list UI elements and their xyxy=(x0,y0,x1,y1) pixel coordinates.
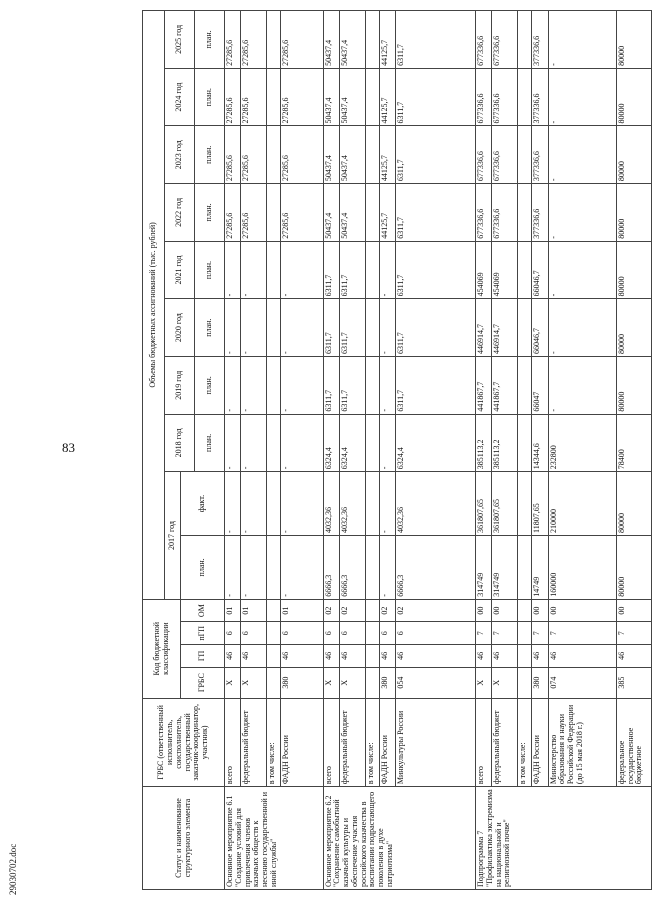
kbk-col-om: ОМ xyxy=(181,599,225,622)
value-cell: 27285,6 xyxy=(225,184,241,242)
kbk-cell: 00 xyxy=(548,599,616,622)
value-cell: 4032,36 xyxy=(323,472,339,536)
value-cell: 361807,65 xyxy=(475,472,491,536)
table-row xyxy=(616,11,651,890)
kbk-cell xyxy=(267,599,281,622)
kbk-cell: X xyxy=(225,667,241,698)
kbk-cell xyxy=(267,667,281,698)
header-status: Статус и наименование структурного элемента xyxy=(143,787,225,890)
grbs-cell: всего xyxy=(323,698,339,787)
value-cell: 6311,7 xyxy=(396,68,476,126)
kbk-cell: 02 xyxy=(379,599,395,622)
value-cell: - xyxy=(225,535,241,599)
value-cell: 44125,7 xyxy=(379,126,395,184)
kbk-cell: X xyxy=(492,667,518,698)
value-cell: - xyxy=(241,299,267,357)
value-cell: 446914,7 xyxy=(492,299,518,357)
value-cell: 4032,36 xyxy=(339,472,365,536)
kbk-cell: 380 xyxy=(281,667,323,698)
value-cell: 385113,2 xyxy=(475,414,491,472)
value-cell xyxy=(518,184,532,242)
value-cell: 6311,7 xyxy=(396,126,476,184)
value-cell: - xyxy=(281,414,323,472)
kbk-cell: 01 xyxy=(281,599,323,622)
value-cell: 314749 xyxy=(492,535,518,599)
table-body xyxy=(225,11,652,890)
table-row xyxy=(492,11,518,890)
grbs-cell: федеральное государственное бюджетное xyxy=(616,698,651,787)
value-cell: 50437,4 xyxy=(339,184,365,242)
value-cell: 677336,6 xyxy=(475,126,491,184)
year-2022: 2022 год xyxy=(165,184,195,242)
value-cell: - xyxy=(379,356,395,414)
value-cell xyxy=(365,126,379,184)
kbk-cell xyxy=(518,667,532,698)
year-2024: 2024 год xyxy=(165,68,195,126)
kbk-cell: 7 xyxy=(548,622,616,645)
value-cell: 6666,3 xyxy=(339,535,365,599)
grbs-cell: Минкультуры России xyxy=(396,698,476,787)
value-cell xyxy=(365,535,379,599)
value-cell: 6311,7 xyxy=(323,299,339,357)
value-cell: 6311,7 xyxy=(323,241,339,299)
kbk-cell: 7 xyxy=(532,622,548,645)
value-cell: 441867,7 xyxy=(492,356,518,414)
value-cell: 361807,65 xyxy=(492,472,518,536)
year-2021: 2021 год xyxy=(165,241,195,299)
value-cell xyxy=(267,126,281,184)
header-grbs: ГРБС (ответственный исполнитель, соисполнитель, государственный заказчик-координатор, участник) xyxy=(143,698,225,787)
plan-2025: план. xyxy=(195,11,225,69)
value-cell: 50437,4 xyxy=(323,126,339,184)
kbk-col-pgp: пГП xyxy=(181,622,225,645)
kbk-cell xyxy=(518,599,532,622)
value-cell: - xyxy=(548,68,616,126)
kbk-cell: 054 xyxy=(396,667,476,698)
value-cell xyxy=(518,68,532,126)
value-cell xyxy=(267,299,281,357)
kbk-cell: 46 xyxy=(475,645,491,668)
value-cell: 6311,7 xyxy=(396,299,476,357)
grbs-cell: федеральный бюджет xyxy=(339,698,365,787)
value-cell: 27285,6 xyxy=(241,184,267,242)
value-cell: - xyxy=(548,356,616,414)
plan-2019: план. xyxy=(195,356,225,414)
value-cell: 27285,6 xyxy=(281,126,323,184)
kbk-cell xyxy=(267,645,281,668)
kbk-cell: 00 xyxy=(475,599,491,622)
value-cell: 27285,6 xyxy=(241,126,267,184)
plan-2020: план. xyxy=(195,299,225,357)
value-cell: 6324,4 xyxy=(339,414,365,472)
value-cell: 6324,4 xyxy=(396,414,476,472)
value-cell: - xyxy=(281,241,323,299)
value-cell: 44125,7 xyxy=(379,68,395,126)
status-cell: Основное мероприятие 6.2 "Сохранение самобытной казачьей культуры и обеспечение участия российского казачества в воспитании подрастающего поколения в духе патриотизма" xyxy=(323,787,475,890)
kbk-cell: 6 xyxy=(396,622,476,645)
grbs-cell: в том числе: xyxy=(518,698,532,787)
value-cell xyxy=(365,356,379,414)
value-cell: 11807,65 xyxy=(532,472,548,536)
page-number: 83 xyxy=(62,440,75,455)
year-2025: 2025 год xyxy=(165,11,195,69)
value-cell: 66047 xyxy=(532,356,548,414)
value-cell: 80000 xyxy=(616,184,651,242)
year-2019: 2019 год xyxy=(165,356,195,414)
value-cell: - xyxy=(225,472,241,536)
value-cell: - xyxy=(281,356,323,414)
status-cell: Подпрограмма 7 "Профилактика экстремизма на национальной и религиозной почве" xyxy=(475,787,651,890)
value-cell: 50437,4 xyxy=(339,68,365,126)
value-cell: 50437,4 xyxy=(323,11,339,69)
value-cell: 377336,6 xyxy=(532,68,548,126)
kbk-cell: 6 xyxy=(241,622,267,645)
kbk-cell: X xyxy=(475,667,491,698)
value-cell: 677336,6 xyxy=(492,11,518,69)
value-cell: 80000 xyxy=(616,126,651,184)
value-cell: 4032,36 xyxy=(396,472,476,536)
table-row xyxy=(241,11,267,890)
kbk-cell: 6 xyxy=(225,622,241,645)
value-cell: 80000 xyxy=(616,11,651,69)
value-cell: - xyxy=(225,299,241,357)
kbk-cell: 6 xyxy=(323,622,339,645)
grbs-cell: всего xyxy=(475,698,491,787)
value-cell: 6311,7 xyxy=(396,11,476,69)
kbk-cell: 380 xyxy=(532,667,548,698)
value-cell: 232800 xyxy=(548,414,616,472)
value-cell: 80000 xyxy=(616,241,651,299)
value-cell xyxy=(518,11,532,69)
value-cell xyxy=(267,414,281,472)
value-cell: - xyxy=(548,299,616,357)
value-cell: - xyxy=(241,356,267,414)
year-2017: 2017 год xyxy=(165,472,181,600)
value-cell: - xyxy=(548,126,616,184)
value-cell: 677336,6 xyxy=(492,184,518,242)
table-row xyxy=(548,11,616,890)
value-cell: - xyxy=(241,241,267,299)
budget-table xyxy=(142,10,652,890)
table-row xyxy=(281,11,323,890)
kbk-cell: 00 xyxy=(532,599,548,622)
kbk-cell: 00 xyxy=(492,599,518,622)
kbk-cell: 385 xyxy=(616,667,651,698)
value-cell: - xyxy=(548,184,616,242)
value-cell xyxy=(267,472,281,536)
table-row xyxy=(225,11,241,890)
value-cell xyxy=(267,356,281,414)
value-cell: 50437,4 xyxy=(339,126,365,184)
value-cell: - xyxy=(225,414,241,472)
kbk-cell: 6 xyxy=(339,622,365,645)
plan-2023: план. xyxy=(195,126,225,184)
value-cell: 454069 xyxy=(492,241,518,299)
value-cell: 27285,6 xyxy=(225,11,241,69)
header-volumes: Объемы бюджетных ассигнований (тыс. рублей) xyxy=(143,11,165,600)
kbk-cell: 46 xyxy=(323,645,339,668)
table-row xyxy=(365,11,379,890)
value-cell: 80000 xyxy=(616,356,651,414)
table-row xyxy=(396,11,476,890)
value-cell: 27285,6 xyxy=(241,68,267,126)
value-cell xyxy=(365,299,379,357)
kbk-cell: 46 xyxy=(379,645,395,668)
value-cell: 27285,6 xyxy=(281,184,323,242)
value-cell: 454069 xyxy=(475,241,491,299)
table-row xyxy=(518,11,532,890)
value-cell: 14344,6 xyxy=(532,414,548,472)
value-cell xyxy=(267,241,281,299)
kbk-cell: 6 xyxy=(281,622,323,645)
value-cell xyxy=(365,184,379,242)
table-row xyxy=(339,11,365,890)
header-kbk: Код бюджетной классификации xyxy=(143,599,181,698)
kbk-cell xyxy=(518,622,532,645)
value-cell: 6311,7 xyxy=(339,356,365,414)
kbk-cell: 46 xyxy=(281,645,323,668)
value-cell: 160000 xyxy=(548,535,616,599)
value-cell xyxy=(518,472,532,536)
year-2018: 2018 год xyxy=(165,414,195,472)
value-cell: 677336,6 xyxy=(475,11,491,69)
footer-filename: 29030702.doc xyxy=(8,843,18,895)
value-cell: 80000 xyxy=(616,299,651,357)
value-cell: 80000 xyxy=(616,535,651,599)
value-cell: 66046,7 xyxy=(532,299,548,357)
grbs-cell: всего xyxy=(225,698,241,787)
value-cell: 441867,7 xyxy=(475,356,491,414)
kbk-cell: 46 xyxy=(532,645,548,668)
kbk-cell: 02 xyxy=(396,599,476,622)
value-cell: - xyxy=(379,414,395,472)
value-cell: - xyxy=(379,535,395,599)
kbk-cell: 46 xyxy=(225,645,241,668)
kbk-cell xyxy=(365,667,379,698)
value-cell: 78400 xyxy=(616,414,651,472)
kbk-cell: 02 xyxy=(323,599,339,622)
kbk-cell xyxy=(365,622,379,645)
status-cell: Основное мероприятие 6.1 "Создание условий для привлечения членов казачьих обществ к несению государственной и иной службы" xyxy=(225,787,324,890)
kbk-cell: 01 xyxy=(241,599,267,622)
value-cell: 377336,6 xyxy=(532,11,548,69)
kbk-cell: X xyxy=(241,667,267,698)
value-cell: 446914,7 xyxy=(475,299,491,357)
value-cell: 6324,4 xyxy=(323,414,339,472)
kbk-cell: 380 xyxy=(379,667,395,698)
value-cell: 27285,6 xyxy=(281,11,323,69)
value-cell: - xyxy=(241,472,267,536)
plan-2024: план. xyxy=(195,68,225,126)
value-cell: 6311,7 xyxy=(323,356,339,414)
grbs-cell: в том числе: xyxy=(365,698,379,787)
value-cell: 27285,6 xyxy=(241,11,267,69)
value-cell: 6311,7 xyxy=(339,241,365,299)
value-cell xyxy=(365,68,379,126)
value-cell: 677336,6 xyxy=(475,184,491,242)
kbk-cell: 7 xyxy=(492,622,518,645)
value-cell: 44125,7 xyxy=(379,11,395,69)
value-cell: 377336,6 xyxy=(532,184,548,242)
value-cell: 50437,4 xyxy=(323,184,339,242)
value-cell xyxy=(365,241,379,299)
value-cell xyxy=(365,414,379,472)
kbk-cell: 074 xyxy=(548,667,616,698)
value-cell: 677336,6 xyxy=(492,68,518,126)
value-cell xyxy=(267,68,281,126)
grbs-cell: Министерство образования и науки Российской Федерации (до 15 мая 2018 г.) xyxy=(548,698,616,787)
value-cell: 6311,7 xyxy=(396,184,476,242)
value-cell: - xyxy=(281,535,323,599)
value-cell: 66046,7 xyxy=(532,241,548,299)
value-cell: 314749 xyxy=(475,535,491,599)
table-row xyxy=(532,11,548,890)
value-cell: 27285,6 xyxy=(225,68,241,126)
grbs-cell: федеральный бюджет xyxy=(241,698,267,787)
value-cell: 50437,4 xyxy=(323,68,339,126)
value-cell: 677336,6 xyxy=(475,68,491,126)
value-cell: - xyxy=(241,535,267,599)
kbk-col-gp: ГП xyxy=(181,645,225,668)
kbk-cell: 46 xyxy=(616,645,651,668)
kbk-cell: 7 xyxy=(616,622,651,645)
plan-2018: план. xyxy=(195,414,225,472)
table-row xyxy=(379,11,395,890)
kbk-cell: 7 xyxy=(475,622,491,645)
grbs-cell: федеральный бюджет xyxy=(492,698,518,787)
value-cell: 27285,6 xyxy=(281,68,323,126)
value-cell: 44125,7 xyxy=(379,184,395,242)
kbk-cell: 46 xyxy=(241,645,267,668)
kbk-cell: 01 xyxy=(225,599,241,622)
grbs-cell: ФАДН России xyxy=(379,698,395,787)
table-row xyxy=(267,11,281,890)
rotated-budget-table-wrapper xyxy=(142,10,652,890)
value-cell xyxy=(518,126,532,184)
kbk-cell: 46 xyxy=(396,645,476,668)
value-cell: 377336,6 xyxy=(532,126,548,184)
value-cell xyxy=(267,11,281,69)
plan-2022: план. xyxy=(195,184,225,242)
value-cell xyxy=(518,356,532,414)
value-cell xyxy=(365,11,379,69)
kbk-cell xyxy=(365,599,379,622)
value-cell: 27285,6 xyxy=(225,126,241,184)
kbk-cell: 02 xyxy=(339,599,365,622)
value-cell: - xyxy=(379,472,395,536)
value-cell: 6311,7 xyxy=(339,299,365,357)
kbk-cell xyxy=(518,645,532,668)
value-cell: - xyxy=(281,472,323,536)
value-cell xyxy=(267,535,281,599)
value-cell: - xyxy=(241,414,267,472)
kbk-cell: 00 xyxy=(616,599,651,622)
value-cell xyxy=(518,299,532,357)
value-cell: 80000 xyxy=(616,472,651,536)
kbk-cell: 6 xyxy=(379,622,395,645)
value-cell xyxy=(267,184,281,242)
plan-2021: план. xyxy=(195,241,225,299)
grbs-cell: ФАДН России xyxy=(281,698,323,787)
value-cell: 6311,7 xyxy=(396,356,476,414)
value-cell: - xyxy=(379,299,395,357)
year-2020: 2020 год xyxy=(165,299,195,357)
table-row xyxy=(475,11,491,890)
value-cell: - xyxy=(281,299,323,357)
value-cell xyxy=(518,535,532,599)
kbk-cell: 46 xyxy=(548,645,616,668)
value-cell: - xyxy=(225,241,241,299)
value-cell: - xyxy=(379,241,395,299)
kbk-cell: 46 xyxy=(339,645,365,668)
kbk-cell: 46 xyxy=(492,645,518,668)
value-cell xyxy=(518,414,532,472)
plan-2017: план. xyxy=(181,535,225,599)
kbk-cell xyxy=(365,645,379,668)
value-cell: - xyxy=(548,241,616,299)
kbk-cell: X xyxy=(339,667,365,698)
value-cell xyxy=(518,241,532,299)
table-row xyxy=(323,11,339,890)
value-cell xyxy=(365,472,379,536)
value-cell: 14749 xyxy=(532,535,548,599)
value-cell: - xyxy=(225,356,241,414)
fact-2017: факт. xyxy=(181,472,225,536)
value-cell: 210000 xyxy=(548,472,616,536)
grbs-cell: ФАДН России xyxy=(532,698,548,787)
value-cell: 6311,7 xyxy=(396,241,476,299)
grbs-cell: в том числе: xyxy=(267,698,281,787)
value-cell: 80000 xyxy=(616,68,651,126)
value-cell: 6666,3 xyxy=(323,535,339,599)
year-2023: 2023 год xyxy=(165,126,195,184)
kbk-col-grbs: ГРБС xyxy=(181,667,225,698)
kbk-cell: X xyxy=(323,667,339,698)
value-cell: 677336,6 xyxy=(492,126,518,184)
value-cell: - xyxy=(548,11,616,69)
value-cell: 6666,3 xyxy=(396,535,476,599)
value-cell: 385113,2 xyxy=(492,414,518,472)
kbk-cell xyxy=(267,622,281,645)
value-cell: 50437,4 xyxy=(339,11,365,69)
